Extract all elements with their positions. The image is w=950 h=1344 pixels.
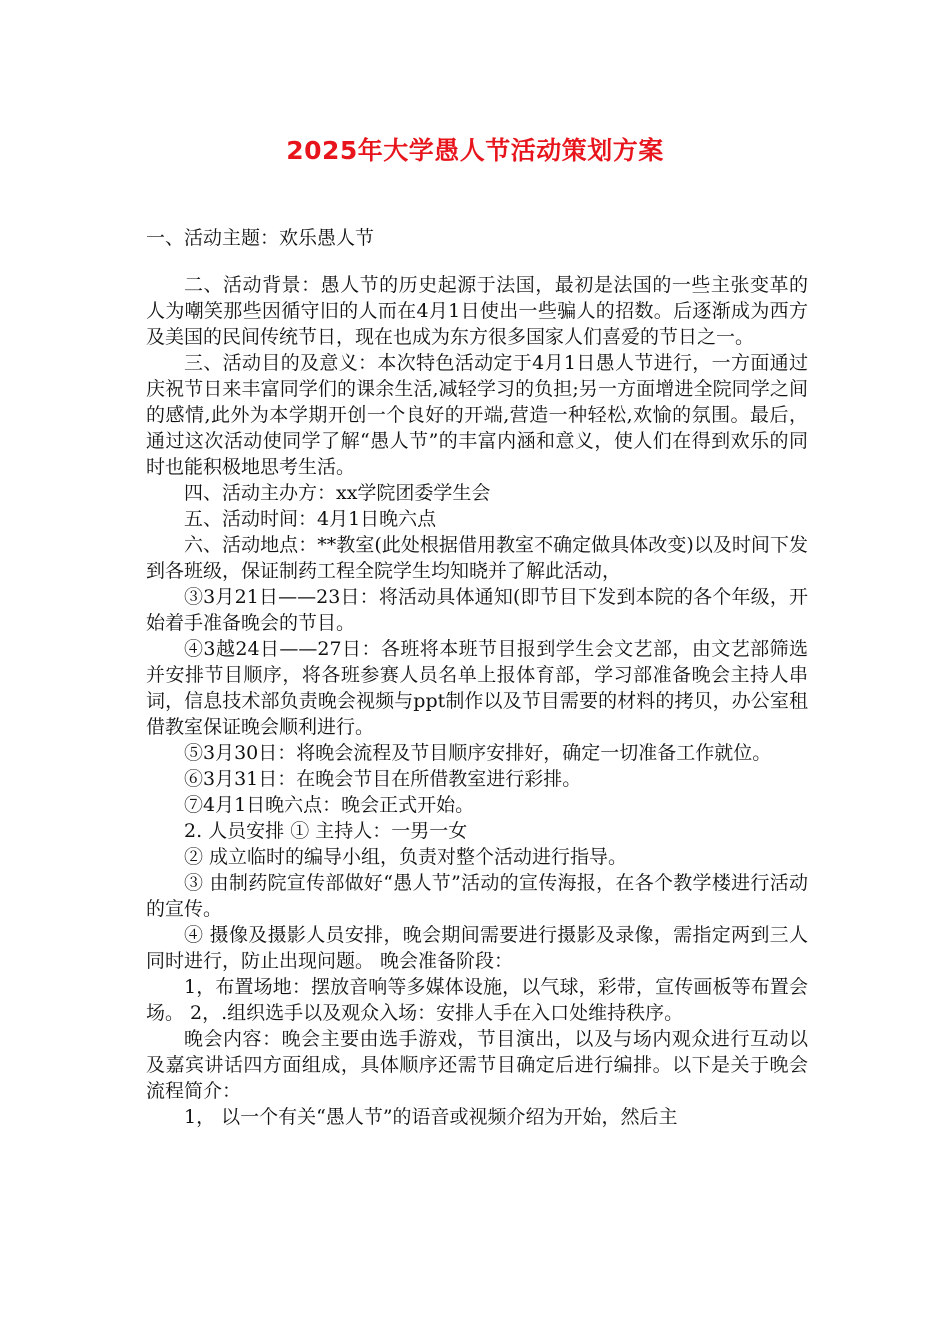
paragraph: 1，布置场地：摆放音响等多媒体设施，以气球，彩带，宣传画板等布置会场。 2，.组织选手以及观众入场：安排人手在入口处维持秩序。: [146, 976, 808, 1024]
paragraph: ④ 摄像及摄影人员安排，晚会期间需要进行摄影及录像，需指定两到三人同时进行，防止出现问题。 晚会准备阶段：: [146, 924, 808, 972]
section-theme: 一、活动主题：欢乐愚人节: [146, 227, 375, 249]
paragraph: 二、活动背景：愚人节的历史起源于法国，最初是法国的一些主张变革的人为嘲笑那些因循守旧的人而在4月1日使出一些骗人的招数。后逐渐成为西方及美国的民间传统节日，现在也成为东方很多国家人们喜爱的节日之一。: [146, 274, 808, 348]
paragraph: ⑤3月30日：将晚会流程及节目顺序安排好，确定一切准备工作就位。: [184, 742, 772, 764]
paragraph: 晚会内容：晚会主要由选手游戏，节目演出，以及与场内观众进行互动以及嘉宾讲话四方面组成，具体顺序还需节目确定后进行编排。以下是关于晚会流程简介：: [146, 1028, 808, 1102]
paragraph: 五、活动时间：4月1日晚六点: [184, 508, 437, 530]
paragraph: 1， 以一个有关“愚人节”的语音或视频介绍为开始，然后主: [184, 1106, 678, 1128]
paragraph: ② 成立临时的编导小组，负责对整个活动进行指导。: [184, 846, 628, 868]
paragraph: ④3越24日——27日：各班将本班节目报到学生会文艺部，由文艺部筛选并安排节目顺序，将各班参赛人员名单上报体育部，学习部准备晚会主持人串词，信息技术部负责晚会视频与ppt制作以及节目需要的材料的拷贝，办公室租借教室保证晚会顺利进行。: [146, 638, 808, 738]
paragraph: ⑦4月1日晚六点：晚会正式开始。: [184, 794, 475, 816]
paragraph: 2. 人员安排 ① 主持人：一男一女: [184, 820, 468, 842]
document-title: 2025年大学愚人节活动策划方案: [286, 136, 664, 165]
paragraph: 六、活动地点：**教室(此处根据借用教室不确定做具体改变)以及时间下发到各班级，保证制药工程全院学生均知晓并了解此活动，: [146, 534, 808, 582]
document-body: [146, 272, 808, 1130]
paragraph: ③3月21日——23日：将活动具体通知(即节目下发到本院的各个年级，开始着手准备晚会的节目。: [146, 586, 808, 634]
paragraph: ③ 由制药院宣传部做好“愚人节”活动的宣传海报，在各个教学楼进行活动的宣传。: [146, 872, 808, 920]
paragraph: 四、活动主办方：xx学院团委学生会: [184, 482, 491, 504]
paragraph: 三、活动目的及意义：本次特色活动定于4月1日愚人节进行，一方面通过庆祝节日来丰富同学们的课余生活,减轻学习的负担;另一方面增进全院同学之间的感情,此外为本学期开创一个良好的开端,营造一种轻松,欢愉的氛围。最后，通过这次活动使同学了解“愚人节”的丰富内涵和意义，使人们在得到欢乐的同时也能积极地思考生活。: [146, 352, 808, 478]
paragraph: ⑥3月31日：在晚会节目在所借教室进行彩排。: [184, 768, 582, 790]
